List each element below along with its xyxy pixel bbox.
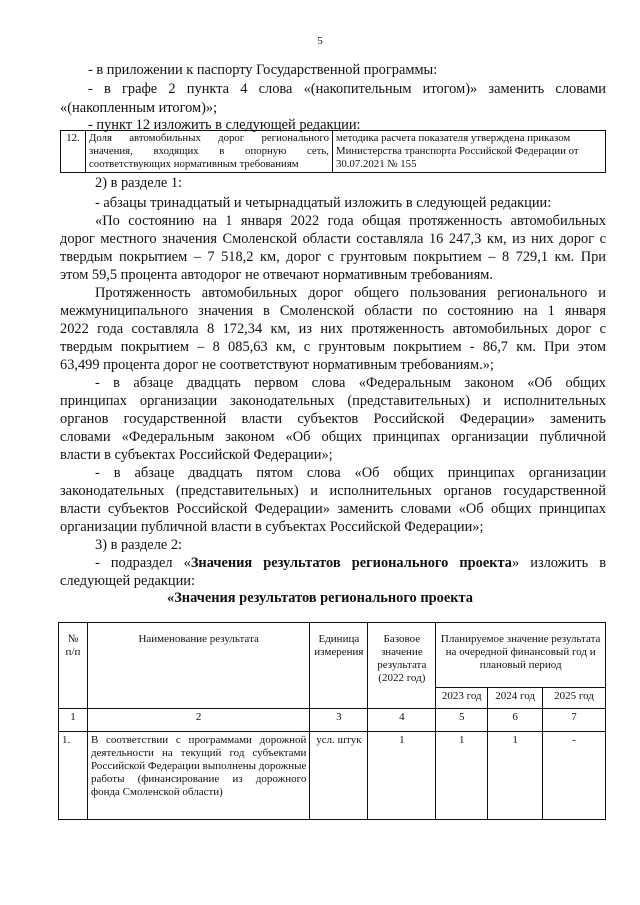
header-name: Наименование результата [87, 623, 309, 709]
col-number: 5 [436, 709, 488, 732]
subsection-title: Значения результатов регионального проекта [190, 555, 512, 571]
paragraph-line: 63,499 процента дорог не соответствуют нормативным требованиям.»; [60, 357, 494, 373]
row-2025: - [543, 732, 606, 820]
paragraph-line: - в графе 2 пункта 4 слова «(накопительным итогом)» заменить словами [88, 81, 606, 97]
col-number: 3 [310, 709, 368, 732]
paragraph-line: - в абзаце двадцать первом слова «Федеральным законом «Об общих [95, 375, 606, 391]
subsection-suffix: » изложить в [511, 555, 607, 571]
row-2024: 1 [488, 732, 543, 820]
paragraph-line: этом 59,5 процента автодорог не отвечают нормативным требованиям. [60, 267, 493, 283]
paragraph-line: 3) в разделе 2: [95, 537, 183, 553]
paragraph-line: власти субъектов Российской Федерации» заменить словами «Об общих принципах [60, 501, 606, 517]
col-number: 7 [543, 709, 606, 732]
paragraph-line: твердым покрытием – 7 518,2 км, дорог с грунтовым покрытием – 8 729,1 км. При [60, 249, 606, 265]
header-planned: Планируемое значение результата на очередной финансовый год и плановый период [436, 623, 606, 688]
header-num: № п/п [59, 623, 88, 709]
paragraph-line: словами «Федеральным законом «Об общих принципах организации публичной [60, 429, 606, 445]
header-2025: 2025 год [543, 688, 606, 709]
paragraph-line: «(накопленным итогом)»; [60, 100, 218, 116]
paragraph-line: 2022 года составляла 8 172,34 км, из них протяженность автомобильных дорог с [60, 321, 606, 337]
paragraph-line: - пункт 12 изложить в следующей редакции: [88, 117, 361, 133]
column-number-row [59, 709, 606, 732]
row-base: 1 [368, 732, 436, 820]
item-12-table [60, 130, 606, 173]
paragraph-line: организации публичной власти в субъектах Российской Федерации»; [60, 519, 484, 535]
col-number: 6 [488, 709, 543, 732]
col-number: 4 [368, 709, 436, 732]
paragraph-line: власти в субъектах Российской Федерации»; [60, 447, 333, 463]
indicator-method: методика расчета показателя утверждена приказом Министерства транспорта Российской Федерации от 30.07.2021 № 155 [333, 131, 606, 173]
paragraph-line: - в приложении к паспорту Государственной программы: [88, 62, 438, 78]
table-header-row [59, 623, 606, 688]
header-2023: 2023 год [436, 688, 488, 709]
paragraph-line: 2) в разделе 1: [95, 175, 183, 191]
page-number: 5 [317, 35, 323, 47]
col-number: 2 [87, 709, 309, 732]
row-2023: 1 [436, 732, 488, 820]
subsection-prefix: - подраздел « [95, 555, 191, 571]
paragraph-line: законодательных (представительных) и исполнительных органов государственной [60, 483, 606, 499]
paragraph-line: органов государственной власти субъектов Российской Федерации» заменить [60, 411, 606, 427]
paragraph-line: - в абзаце двадцать пятом слова «Об общих принципах организации [95, 465, 606, 481]
paragraph-line: «По состоянию на 1 января 2022 года общая протяженность автомобильных [95, 213, 606, 229]
col-number: 1 [59, 709, 88, 732]
results-table [58, 622, 606, 820]
paragraph-line: принципах организации законодательных (представительных) и исполнительных [60, 393, 606, 409]
paragraph-line: - абзацы тринадцатый и четырнадцатый изложить в следующей редакции: [95, 195, 552, 211]
row-num: 1. [59, 732, 88, 820]
paragraph-line: Протяженность автомобильных дорог общего пользования регионального и [95, 285, 606, 301]
paragraph-line: межмуниципального значения в Смоленской области по состоянию на 1 января [60, 303, 606, 319]
header-base: Базовое значение результата (2022 год) [368, 623, 436, 709]
header-unit: Единица измерения [310, 623, 368, 709]
row-name: В соответствии с программами дорожной деятельности на текущий год субъектами Российской Федерации выполнены дорожные работы (финансирование из дорожного фонда Смоленской области) [87, 732, 309, 820]
header-2024: 2024 год [488, 688, 543, 709]
row-unit: усл. штук [310, 732, 368, 820]
table-row [61, 131, 606, 173]
paragraph-line: твердым покрытием – 8 085,63 км, с грунтовым покрытием - 86,7 км. При этом [60, 339, 606, 355]
indicator-name: Доля автомобильных дорог регионального значения, входящих в опорную сеть, соответствующих нормативным требованиям [86, 131, 333, 173]
table-heading: «Значения результатов регионального проекта [167, 590, 473, 606]
table-row [59, 732, 606, 820]
paragraph-line: дорог местного значения Смоленской области составляла 16 247,3 км, из них дорог с [60, 231, 606, 247]
subsection-line [95, 553, 606, 573]
item-number: 12. [61, 131, 86, 173]
paragraph-line: следующей редакции: [60, 573, 195, 589]
